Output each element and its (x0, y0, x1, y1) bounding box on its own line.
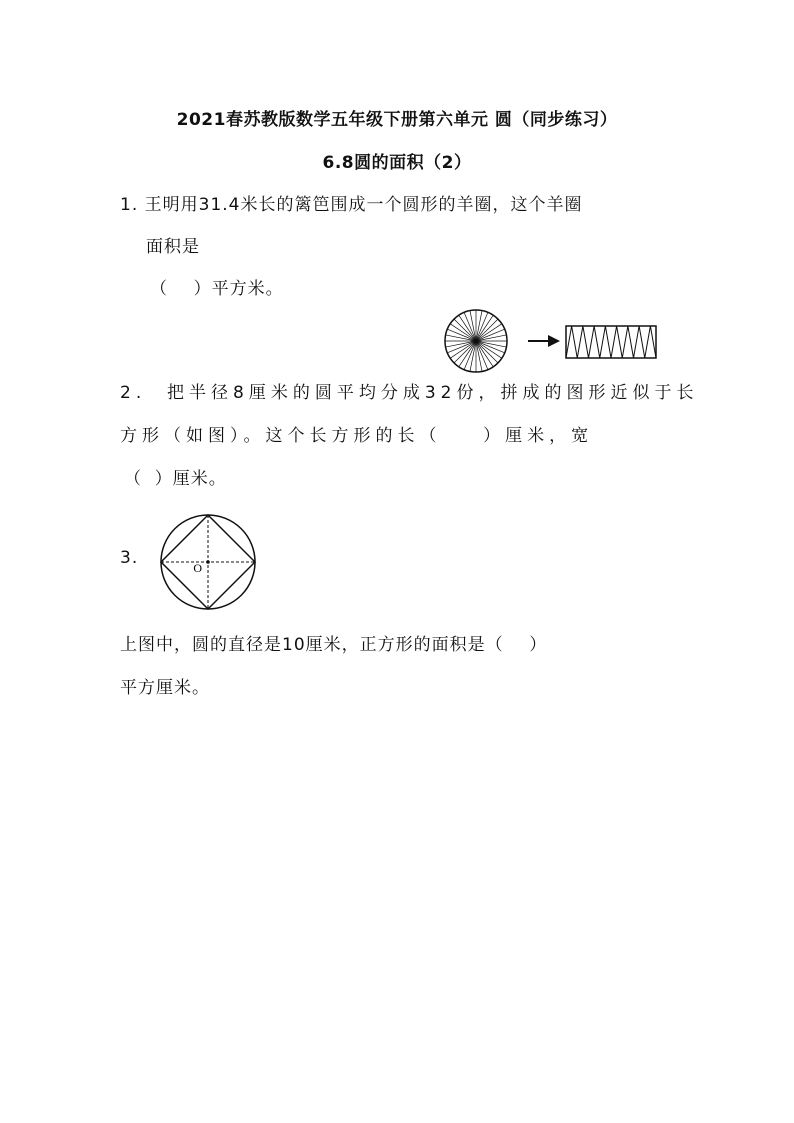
q2-text-line3: （ ）厘米。 (124, 469, 227, 489)
q3-text-line2: 平方厘米。 (120, 678, 210, 698)
q2-text-line2: 方形（如图）。这个长方形的长（ ）厘米，宽 (120, 426, 594, 446)
zigzag-rectangle-icon (566, 326, 656, 358)
worksheet-subtitle: 6.8圆的面积（2） (322, 153, 472, 173)
worksheet-title: 2021春苏教版数学五年级下册第六单元 圆（同步练习） (176, 110, 618, 130)
q3-circle-square-figure (158, 512, 258, 612)
q3-text-line1: 上图中，圆的直径是10厘米，正方形的面积是（ ） (120, 635, 548, 655)
q1-text-line1: 1. 王明用31.4米长的篱笆围成一个圆形的羊圈，这个羊圈 (120, 195, 583, 215)
q1-answer-blank: （ ）平方米。 (150, 279, 284, 299)
center-label: O (193, 561, 202, 575)
q3-number: 3. (120, 548, 139, 568)
sector-circle-icon (445, 310, 507, 372)
q1-text-line2: 面积是 (146, 237, 200, 257)
arrow-right-icon (528, 335, 560, 347)
q2-circle-to-rectangle-figure (440, 305, 670, 375)
q2-text-line1: 2. 把半径8厘米的圆平均分成32份，拼成的图形近似于长 (120, 383, 699, 403)
